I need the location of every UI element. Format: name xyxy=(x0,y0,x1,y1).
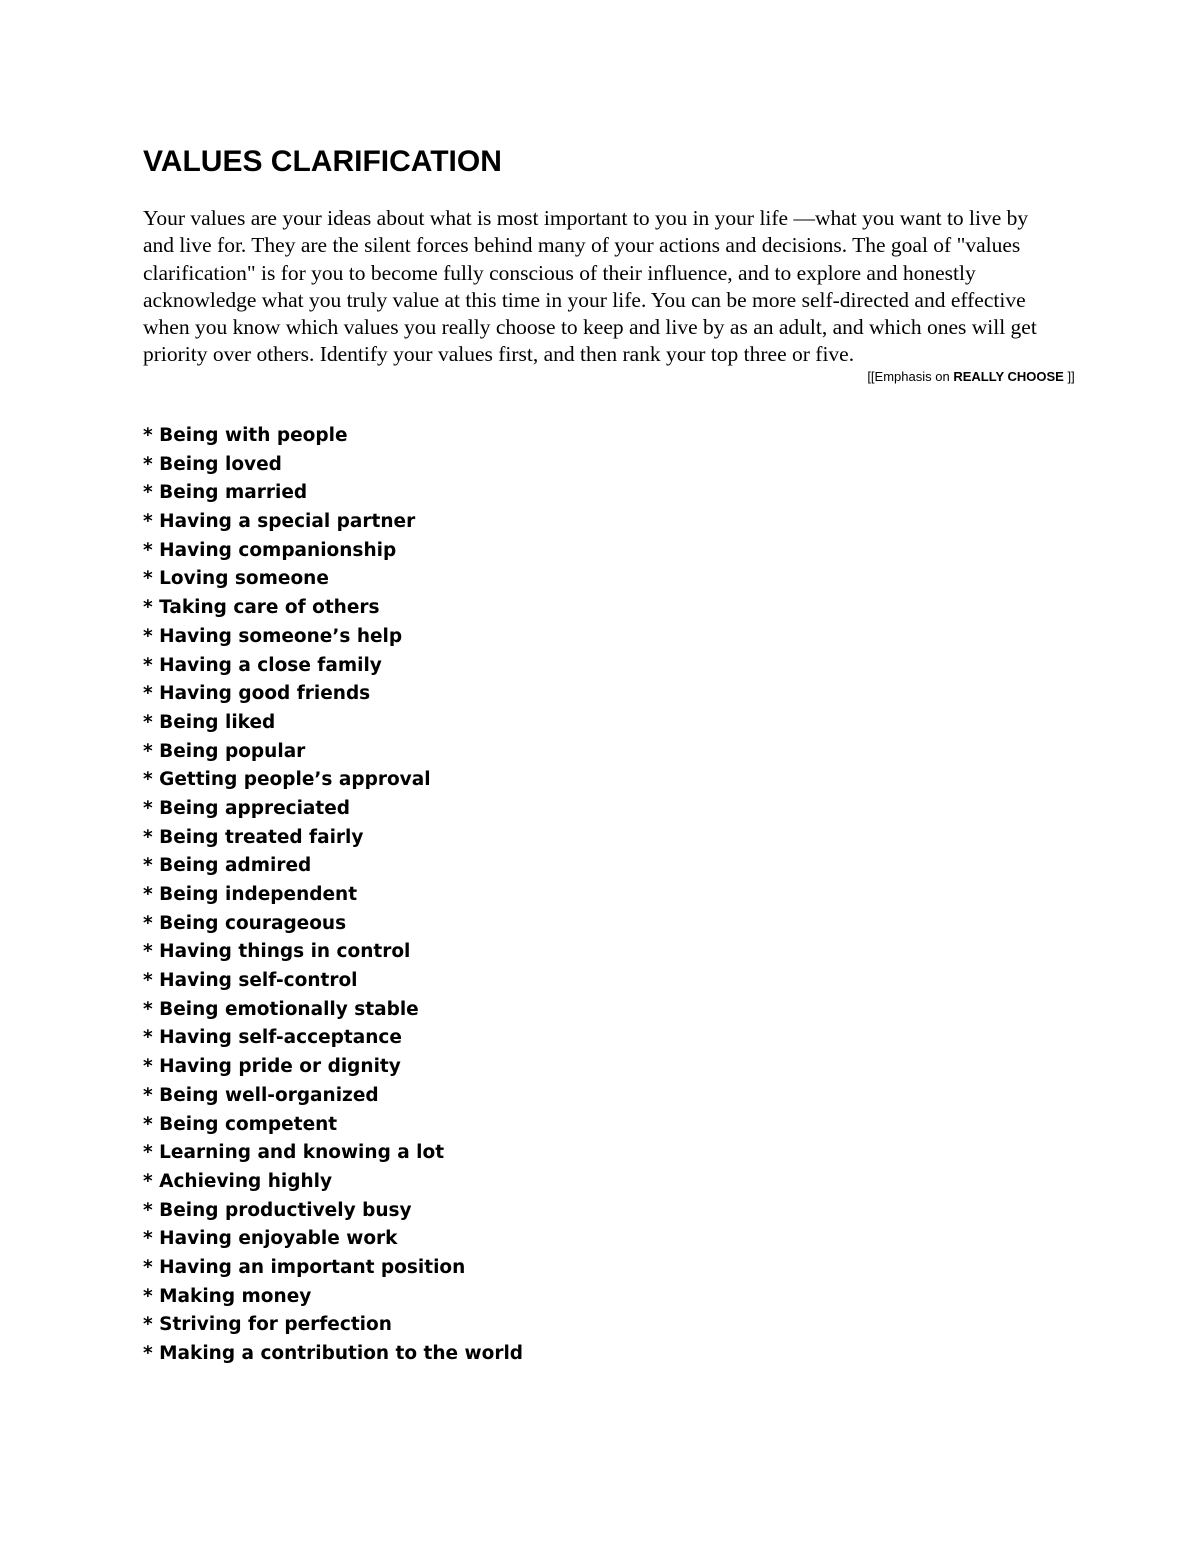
value-item xyxy=(143,1225,523,1254)
emphasis-prefix: [[Emphasis on xyxy=(867,369,954,384)
value-item xyxy=(143,508,523,537)
value-item-label: Having self-control xyxy=(159,970,358,992)
value-item xyxy=(143,738,523,767)
bullet-icon: * xyxy=(143,1228,153,1250)
document-title: VALUES CLARIFICATION xyxy=(143,145,502,178)
value-item-label: Making money xyxy=(159,1285,312,1307)
bullet-icon: * xyxy=(143,855,153,877)
emphasis-suffix: ]] xyxy=(1063,369,1075,384)
bullet-icon: * xyxy=(143,998,153,1020)
value-item xyxy=(143,1283,523,1312)
value-item-label: Being courageous xyxy=(159,912,347,934)
bullet-icon: * xyxy=(143,597,153,619)
bullet-icon: * xyxy=(143,884,153,905)
bullet-icon: * xyxy=(143,1256,153,1278)
value-item-label: Striving for perfection xyxy=(159,1314,392,1336)
value-item-label: Being liked xyxy=(159,711,276,733)
value-item-label: Being popular xyxy=(159,740,306,762)
value-item xyxy=(143,910,523,939)
value-item xyxy=(143,1082,523,1111)
value-item-label: Being treated fairly xyxy=(159,826,364,848)
value-item-label: Being well-organized xyxy=(159,1084,379,1106)
value-item-label: Having a special partner xyxy=(159,511,416,533)
value-item xyxy=(143,1168,523,1197)
value-item xyxy=(143,766,523,795)
value-item-label: Having self-acceptance xyxy=(159,1027,402,1049)
bullet-icon: * xyxy=(143,453,153,475)
value-item xyxy=(143,479,523,508)
bullet-icon: * xyxy=(143,941,153,963)
bullet-icon: * xyxy=(143,1314,153,1336)
bullet-icon: * xyxy=(143,970,153,992)
bullet-icon: * xyxy=(143,1027,153,1049)
bullet-icon: * xyxy=(143,1170,153,1192)
bullet-icon: * xyxy=(143,568,153,590)
value-item xyxy=(143,996,523,1025)
value-item xyxy=(143,1139,523,1168)
value-item-label: Having good friends xyxy=(159,683,371,705)
bullet-icon: * xyxy=(143,1056,153,1078)
bullet-icon: * xyxy=(143,482,153,504)
value-item-label: Taking care of others xyxy=(159,597,380,619)
value-item xyxy=(143,824,523,853)
emphasis-note xyxy=(866,367,1076,387)
bullet-icon: * xyxy=(143,826,153,848)
value-item-label: Having an important position xyxy=(159,1256,466,1278)
value-item xyxy=(143,1053,523,1082)
value-item-label: Being competent xyxy=(159,1113,338,1135)
value-item xyxy=(143,1340,523,1369)
bullet-icon: * xyxy=(143,797,153,819)
value-item-label: Learning and knowing a lot xyxy=(159,1142,445,1164)
value-item-label: Being emotionally stable xyxy=(159,998,419,1020)
bullet-icon: * xyxy=(143,654,153,676)
bullet-icon: * xyxy=(143,1142,153,1164)
bullet-icon: * xyxy=(143,539,153,561)
value-item-label: Loving someone xyxy=(159,568,329,590)
value-item xyxy=(143,623,523,652)
value-item xyxy=(143,1197,523,1226)
value-item-label: Having things in control xyxy=(159,941,411,963)
bullet-icon: * xyxy=(143,1113,153,1135)
value-item-label: Being loved xyxy=(159,453,282,475)
value-item xyxy=(143,852,523,881)
value-item-label: Having companionship xyxy=(159,539,397,561)
value-item xyxy=(143,652,523,681)
bullet-icon: * xyxy=(143,769,153,791)
value-item xyxy=(143,451,523,480)
value-item-label: Having pride or dignity xyxy=(159,1056,401,1078)
bullet-icon: * xyxy=(143,1343,153,1364)
value-item-label: Being independent xyxy=(159,884,358,905)
value-item xyxy=(143,967,523,996)
value-item-label: Achieving highly xyxy=(159,1170,333,1192)
value-item-label: Having someone’s help xyxy=(159,625,403,647)
value-item-label: Being married xyxy=(159,482,308,504)
value-item xyxy=(143,680,523,709)
value-item xyxy=(143,938,523,967)
value-item xyxy=(143,795,523,824)
value-item-label: Having a close family xyxy=(159,654,382,676)
bullet-icon: * xyxy=(143,683,153,705)
emphasis-strong: REALLY CHOOSE xyxy=(953,369,1064,384)
value-item-label: Being admired xyxy=(159,855,312,877)
bullet-icon: * xyxy=(143,1199,153,1221)
bullet-icon: * xyxy=(143,425,153,446)
bullet-icon: * xyxy=(143,625,153,647)
bullet-icon: * xyxy=(143,1285,153,1307)
value-item xyxy=(143,709,523,738)
value-item xyxy=(143,565,523,594)
value-item xyxy=(143,1254,523,1283)
value-item xyxy=(143,422,523,451)
value-item-label: Being appreciated xyxy=(159,797,351,819)
value-item-label: Being with people xyxy=(159,425,348,446)
bullet-icon: * xyxy=(143,711,153,733)
value-item xyxy=(143,594,523,623)
bullet-icon: * xyxy=(143,1084,153,1106)
value-item xyxy=(143,881,523,910)
value-item-label: Making a contribution to the world xyxy=(159,1343,524,1364)
value-item xyxy=(143,537,523,566)
value-item-label: Being productively busy xyxy=(159,1199,412,1221)
bullet-icon: * xyxy=(143,912,153,934)
value-item-label: Having enjoyable work xyxy=(159,1228,398,1250)
value-item-label: Getting people’s approval xyxy=(159,769,431,791)
value-item xyxy=(143,1111,523,1140)
value-item xyxy=(143,1311,523,1340)
values-list xyxy=(143,422,523,1369)
value-item xyxy=(143,1024,523,1053)
bullet-icon: * xyxy=(143,740,153,762)
bullet-icon: * xyxy=(143,511,153,533)
intro-paragraph: Your values are your ideas about what is most important to you in your life —what you want to live by and live for. They are the silent forces behind many of your actions and decisions. The goal of "values clarification" is for you to become fully conscious of their influence, and to explore and honestly acknowledge what you truly value at this time in your life. You can be more self-directed and effective when you know which values you really choose to keep and live by as an adult, and which ones will get priority over others. Identify your values first, and then rank your top three or five. xyxy=(143,206,1037,367)
